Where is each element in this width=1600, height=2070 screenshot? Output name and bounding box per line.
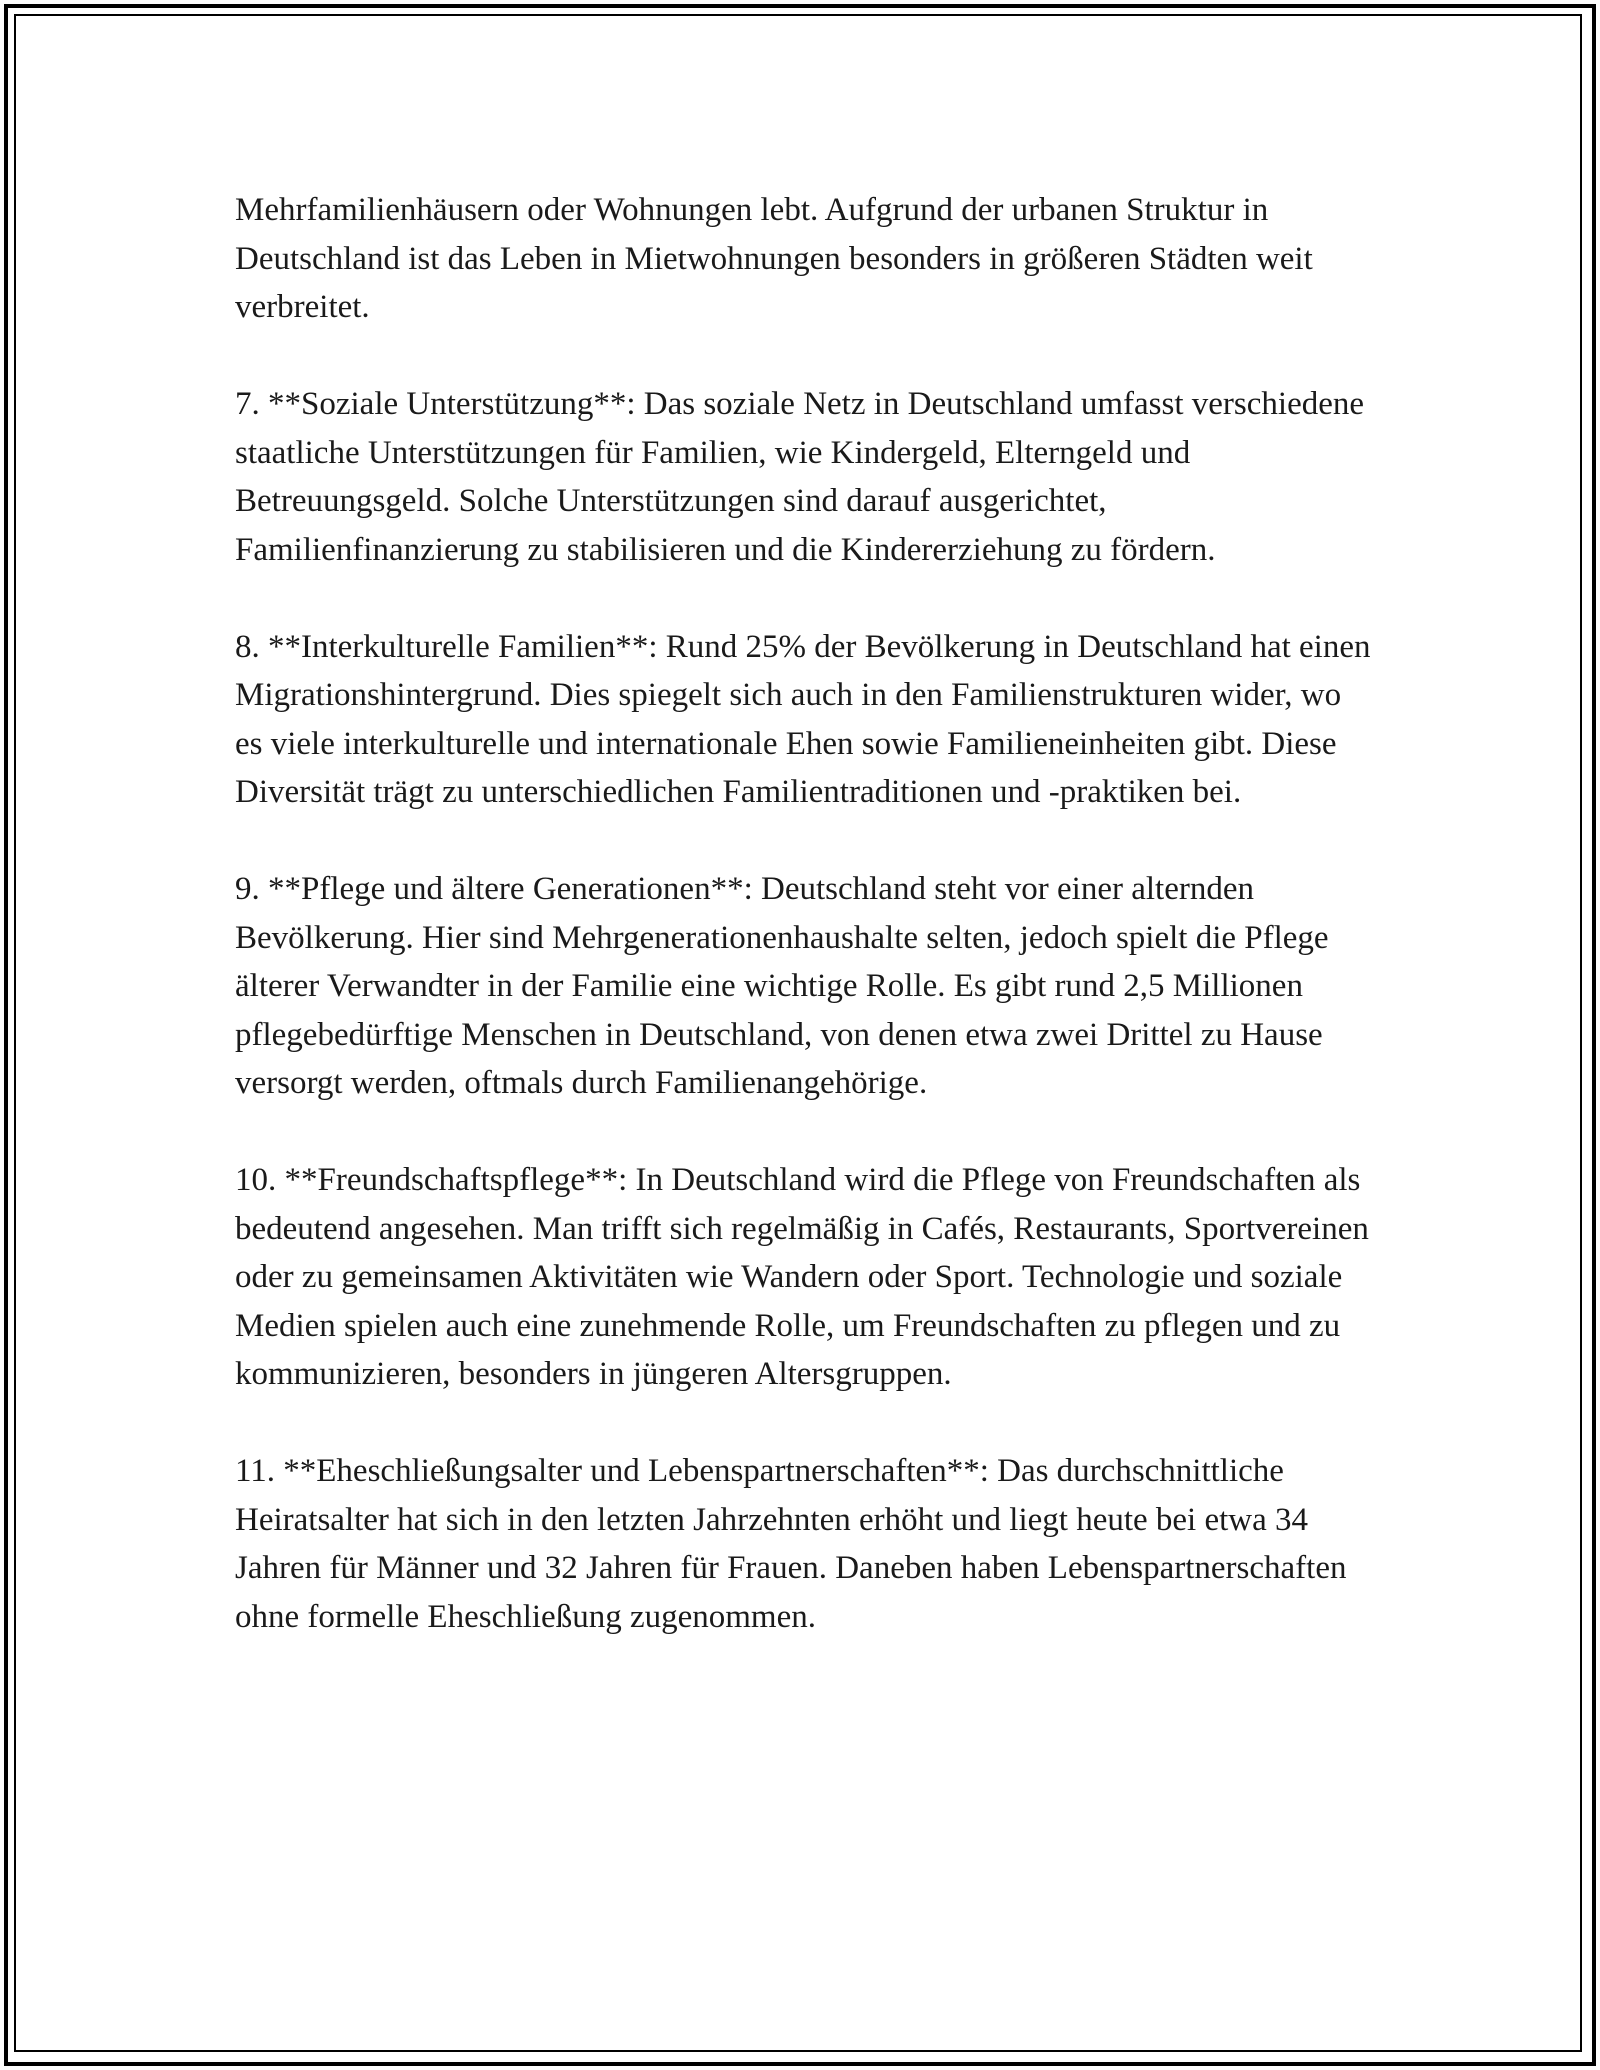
paragraph-pflege-aeltere-generationen: 9. **Pflege und ältere Generationen**: Deutschland steht vor einer alternden Bevölkerung. Hier sind Mehrgenerationenhaushalte selten, jedoch spielt die Pflege älterer Verwandter in der Familie eine wichtige Rolle. Es gibt rund 2,5 Millionen pflegebedürftige Menschen in Deutschland, von denen etwa zwei Drittel zu Hause versorgt werden, oftmals durch Familienangehörige. <box>235 871 1329 1101</box>
paragraph-freundschaftspflege: 10. **Freundschaftspflege**: In Deutschland wird die Pflege von Freundschaften als bedeutend angesehen. Man trifft sich regelmäßig in Cafés, Restaurants, Sportvereinen oder zu gemeinsamen Aktivitäten wie Wandern oder Sport. Technologie und soziale Medien spielen auch eine zunehmende Rolle, um Freundschaften zu pflegen und zu kommunizieren, besonders in jüngeren Altersgruppen. <box>235 1162 1369 1392</box>
paragraph-eheschliessungsalter: 11. **Eheschließungsalter und Lebenspartnerschaften**: Das durchschnittliche Heiratsalter hat sich in den letzten Jahrzehnten erhöht und liegt heute bei etwa 34 Jahren für Männer und 32 Jahren für Frauen. Daneben haben Lebenspartnerschaften ohne formelle Eheschließung zugenommen. <box>235 1453 1347 1635</box>
paragraph-soziale-unterstuetzung: 7. **Soziale Unterstützung**: Das soziale Netz in Deutschland umfasst verschiedene staatliche Unterstützungen für Familien, wie Kindergeld, Elterngeld und Betreuungsgeld. Solche Unterstützungen sind darauf ausgerichtet, Familienfinanzierung zu stabilisieren und die Kindererziehung zu fördern. <box>235 386 1365 568</box>
document-body <box>235 186 1375 1690</box>
paragraph-interkulturelle-familien: 8. **Interkulturelle Familien**: Rund 25% der Bevölkerung in Deutschland hat einen Migrationshintergrund. Dies spiegelt sich auch in den Familienstrukturen wider, wo es viele interkulturelle und internationale Ehen sowie Familieneinheiten gibt. Diese Diversität trägt zu unterschiedlichen Familientraditionen und -praktiken bei. <box>235 628 1371 810</box>
paragraph-intro: Mehrfamilienhäusern oder Wohnungen lebt. Aufgrund der urbanen Struktur in Deutschland ist das Leben in Mietwohnungen besonders in größeren Städten weit verbreitet. <box>235 192 1313 325</box>
